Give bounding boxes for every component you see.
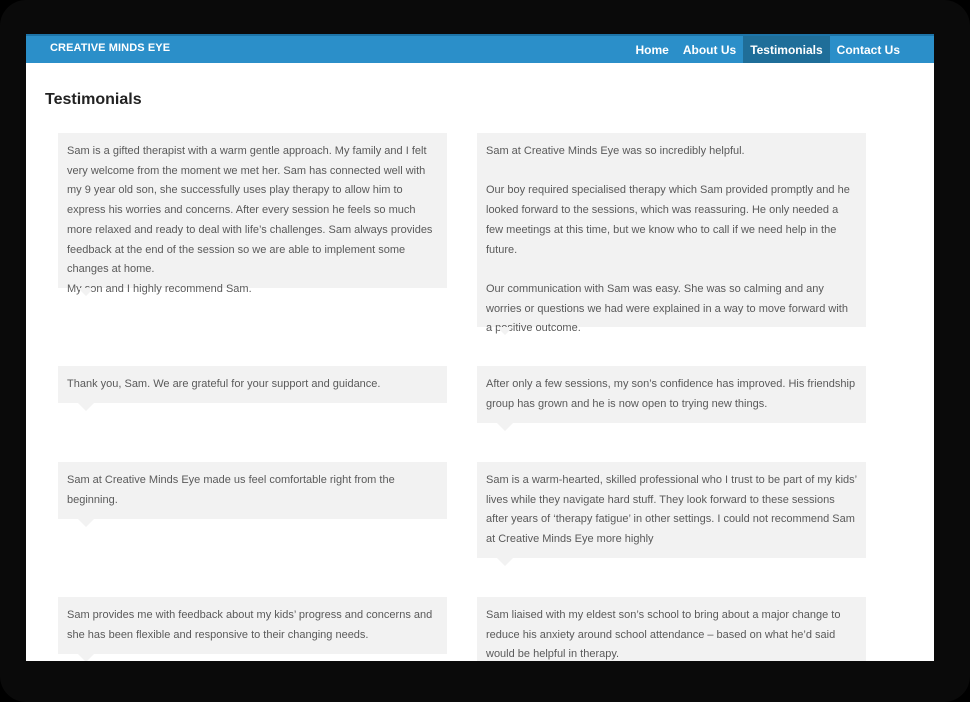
testimonial-card bbox=[477, 597, 866, 661]
testimonial-card bbox=[58, 133, 447, 295]
testimonial-text: Sam at Creative Minds Eye made us feel comfortable right from the beginning. bbox=[67, 474, 395, 506]
nav-about-us[interactable]: About Us bbox=[682, 42, 737, 57]
testimonial-text: After only a few sessions, my son’s confidence has improved. His friendship group has grown and he is now open to trying new things. bbox=[486, 378, 856, 410]
main-nav bbox=[629, 36, 907, 63]
testimonial-card bbox=[477, 366, 866, 423]
testimonial-text: Thank you, Sam. We are grateful for your support and guidance. bbox=[67, 378, 381, 390]
testimonial-card bbox=[58, 597, 447, 654]
top-navbar bbox=[26, 34, 934, 63]
nav-testimonials[interactable]: Testimonials bbox=[743, 36, 829, 63]
testimonial-text: Sam provides me with feedback about my kids’ progress and concerns and she has been flexible and responsive to their changing needs. bbox=[67, 609, 433, 641]
nav-home[interactable]: Home bbox=[635, 42, 669, 57]
testimonial-card bbox=[477, 462, 866, 558]
testimonial-text: Sam at Creative Minds Eye was so incredibly helpful. Our boy required specialised therapy which Sam provided promptly and he looked forward to the sessions, which was reassuring. He only needed a few meetings at this time, but we know who to call if we need help in the future. Our communication with Sam was easy. She was so calming and any worries or questions we had were explained in a way to move forward with a positive outcome. bbox=[486, 145, 850, 335]
nav-contact-us[interactable]: Contact Us bbox=[836, 42, 900, 57]
testimonial-card bbox=[58, 462, 447, 519]
testimonial-text: Sam is a warm-hearted, skilled professional who I trust to be part of my kids’ lives while they navigate hard stuff. They look forward to these sessions after years of ‘therapy fatigue’ in other settings. I could not recommend Sam at Creative Minds Eye more highly bbox=[486, 474, 857, 546]
testimonial-card bbox=[58, 366, 447, 403]
testimonial-text: Sam liaised with my eldest son’s school to bring about a major change to reduce his anxiety around school attendance – based on what he’d said would be helpful in therapy. bbox=[486, 609, 841, 661]
testimonial-text: Sam is a gifted therapist with a warm gentle approach. My family and I felt very welcome from the moment we met her. Sam has connected well with my 9 year old son, she successfully uses play therapy to allow him to express his worries and concerns. After every session he feels so much more relaxed and ready to deal with life’s challenges. Sam always provides feedback at the end of the session so we are able to implement some changes at home. My son and I highly recommend Sam. bbox=[67, 145, 433, 295]
browser-viewport bbox=[26, 34, 934, 661]
testimonial-card bbox=[477, 133, 866, 335]
page-title: Testimonials bbox=[45, 91, 142, 108]
site-brand[interactable]: CREATIVE MINDS EYE bbox=[50, 42, 171, 54]
